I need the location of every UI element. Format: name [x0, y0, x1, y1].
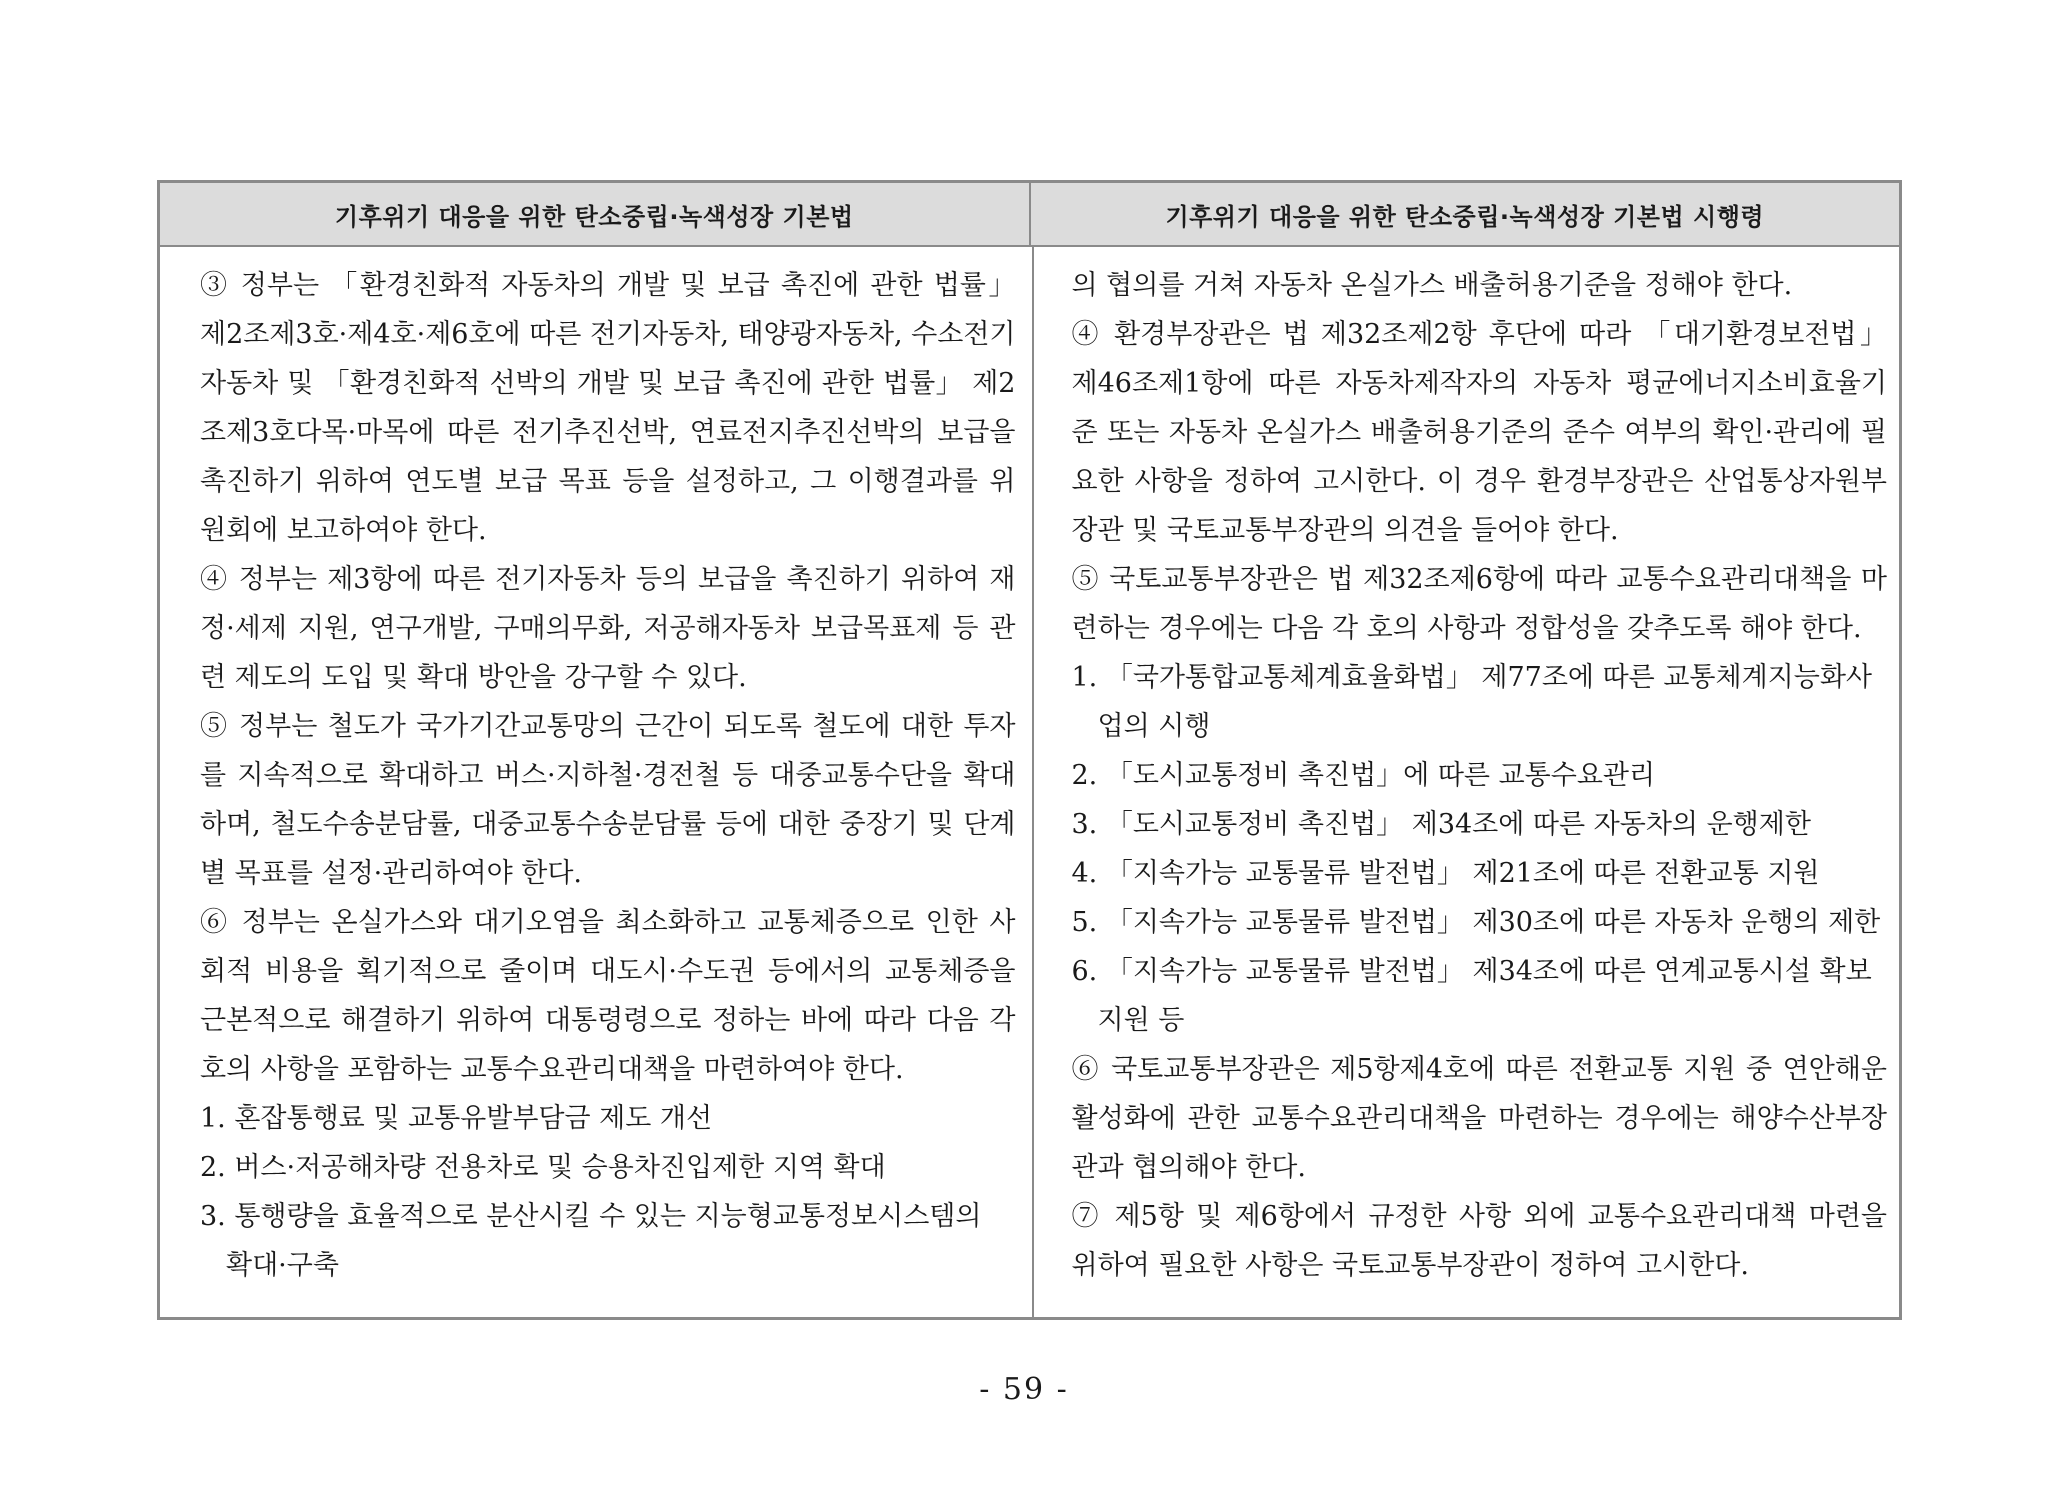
decree-item-4: 4. 「지속가능 교통물류 발전법」 제21조에 따른 전환교통 지원: [1071, 858, 1820, 889]
decree-column: [1032, 247, 1900, 1317]
page-number: - 59 -: [979, 1372, 1069, 1407]
act-item-1: 1. 혼잡통행료 및 교통유발부담금 제도 개선: [200, 1103, 713, 1134]
decree-item-2: 2. 「도시교통정비 촉진법」에 따른 교통수요관리: [1071, 760, 1656, 791]
decree-item-3: 3. 「도시교통정비 촉진법」 제34조에 따른 자동차의 운행제한: [1071, 809, 1811, 840]
act-paragraph-4: ④ 정부는 제3항에 따른 전기자동차 등의 보급을 촉진하기 위하여 재정·세제 지원, 연구개발, 구매의무화, 저공해자동차 보급목표제 등 관련 제도의 도입 및 확대 방안을 강구할 수 있다.: [200, 564, 1016, 693]
act-column: [160, 247, 1032, 1317]
decree-item-5: 5. 「지속가능 교통물류 발전법」 제30조에 따른 자동차 운행의 제한: [1071, 907, 1881, 938]
act-paragraph-3: ③ 정부는 「환경친화적 자동차의 개발 및 보급 촉진에 관한 법률」 제2조제3호·제4호·제6호에 따른 전기자동차, 태양광자동차, 수소전기자동차 및 「환경친화적 선박의 개발 및 보급 촉진에 관한 법률」 제2조제3호다목·마목에 따른 전기추진선박, 연료전지추진선박의 보급을 촉진하기 위하여 연도별 보급 목표 등을 설정하고, 그 이행결과를 위원회에 보고하여야 한다.: [200, 270, 1016, 546]
decree-paragraph-4: ④ 환경부장관은 법 제32조제2항 후단에 따라 「대기환경보전법」 제46조제1항에 따른 자동차제작자의 자동차 평균에너지소비효율기준 또는 자동차 온실가스 배출허용기준의 준수 여부의 확인·관리에 필요한 사항을 정하여 고시한다. 이 경우 환경부장관은 산업통상자원부장관 및 국토교통부장관의 의견을 들어야 한다.: [1071, 319, 1887, 546]
act-item-3: 3. 통행량을 효율적으로 분산시킬 수 있는 지능형교통정보시스템의 확대·구축: [200, 1201, 982, 1281]
act-column-header: 기후위기 대응을 위한 탄소중립·녹색성장 기본법: [334, 202, 854, 231]
decree-paragraph-6: ⑥ 국토교통부장관은 제5항제4호에 따른 전환교통 지원 중 연안해운 활성화에 관한 교통수요관리대책을 마련하는 경우에는 해양수산부장관과 협의해야 한다.: [1071, 1054, 1887, 1183]
act-paragraph-6: ⑥ 정부는 온실가스와 대기오염을 최소화하고 교통체증으로 인한 사회적 비용을 획기적으로 줄이며 대도시·수도권 등에서의 교통체증을 근본적으로 해결하기 위하여 대통령령으로 정하는 바에 따라 다음 각 호의 사항을 포함하는 교통수요관리대책을 마련하여야 한다.: [200, 907, 1016, 1085]
decree-paragraph-7: ⑦ 제5항 및 제6항에서 규정한 사항 외에 교통수요관리대책 마련을 위하여 필요한 사항은 국토교통부장관이 정하여 고시한다.: [1071, 1201, 1887, 1281]
decree-paragraph-3-continued: 의 협의를 거쳐 자동차 온실가스 배출허용기준을 정해야 한다.: [1071, 270, 1793, 301]
decree-item-6: 6. 「지속가능 교통물류 발전법」 제34조에 따른 연계교통시설 확보 지원 등: [1071, 956, 1872, 1036]
law-comparison-table: [157, 180, 1902, 1320]
decree-paragraph-5: ⑤ 국토교통부장관은 법 제32조제6항에 따라 교통수요관리대책을 마련하는 경우에는 다음 각 호의 사항과 정합성을 갖추도록 해야 한다.: [1071, 564, 1887, 644]
table-header-row: [160, 183, 1899, 247]
act-item-2: 2. 버스·저공해차량 전용차로 및 승용차진입제한 지역 확대: [200, 1152, 886, 1183]
decree-item-1: 1. 「국가통합교통체계효율화법」 제77조에 따른 교통체계지능화사업의 시행: [1071, 662, 1872, 742]
table-body-row: [160, 247, 1899, 1317]
decree-column-header: 기후위기 대응을 위한 탄소중립·녹색성장 기본법 시행령: [1029, 183, 1900, 245]
act-paragraph-5: ⑤ 정부는 철도가 국가기간교통망의 근간이 되도록 철도에 대한 투자를 지속적으로 확대하고 버스·지하철·경전철 등 대중교통수단을 확대하며, 철도수송분담률, 대중교통수송분담률 등에 대한 중장기 및 단계별 목표를 설정·관리하여야 한다.: [200, 711, 1016, 889]
